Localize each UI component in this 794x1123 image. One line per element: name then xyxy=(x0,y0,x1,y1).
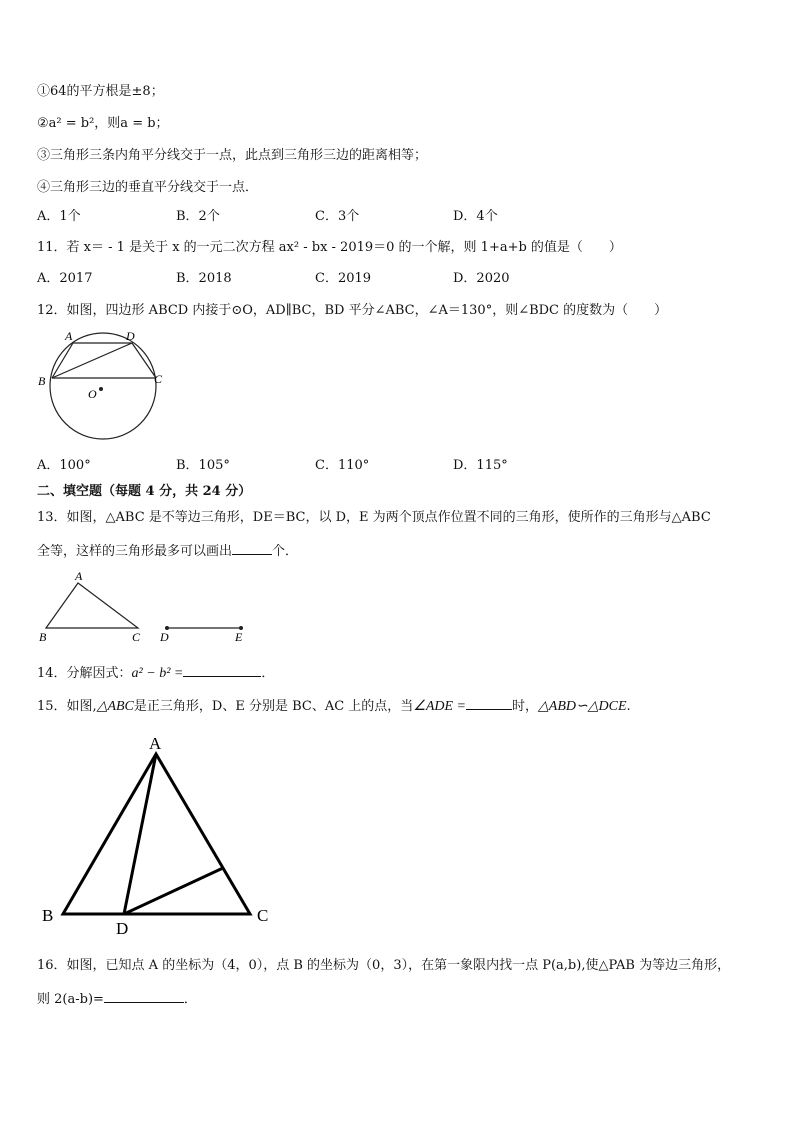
q15-mid: 是正三角形，D、E 分别是 BC、AC 上的点，当 xyxy=(133,699,414,714)
center-dot xyxy=(99,387,103,391)
q15-sim: △ABD∽△DCE xyxy=(538,699,627,714)
q11-option-b: B．2018 xyxy=(176,271,232,286)
q16-line1: 16．如图，已知点 A 的坐标为（4，0），点 B 的坐标为（0，3），在第一象限内找一点 P(a,b),使△PAB 为等边三角形， xyxy=(37,958,731,973)
q15-line xyxy=(37,697,631,715)
label-c: C xyxy=(154,372,163,386)
circle-o xyxy=(50,333,156,439)
q16-line2-pre: 则 2(a-b)= xyxy=(37,992,104,1007)
label-d: D xyxy=(116,919,129,938)
label-o: O xyxy=(88,387,97,401)
segment-de xyxy=(124,868,223,914)
label-b: B xyxy=(38,374,46,388)
q10-option-d: D．4个 xyxy=(453,209,498,224)
q11-option-a: A．2017 xyxy=(37,271,93,286)
label-a: A xyxy=(75,569,83,583)
q10-option-a: A．1个 xyxy=(37,209,81,224)
q11-option-d: D．2020 xyxy=(453,271,510,286)
section-heading: 二、填空题（每题 4 分，共 24 分） xyxy=(37,484,252,499)
q13-line2-pre: 全等，这样的三角形最多可以画出 xyxy=(37,544,233,559)
q11-option-c: C．2019 xyxy=(315,271,372,286)
q15-end: . xyxy=(626,699,631,714)
label-b: B xyxy=(39,630,47,644)
q16-line2 xyxy=(37,990,197,1008)
q14-expr: a² − b² = xyxy=(131,666,184,681)
q16-blank xyxy=(104,990,184,1003)
q12-option-a: A．100° xyxy=(37,458,91,473)
q13-figure xyxy=(36,568,256,646)
q13-line1: 13．如图，△ABC 是不等边三角形，DE＝BC，以 D，E 为两个顶点作位置不同的三角形，使所作的三角形与△ABC xyxy=(37,510,711,525)
segment-ad xyxy=(124,754,156,914)
q15-tri: △ABC xyxy=(96,699,134,714)
statement-3: ③三角形三条内角平分线交于一点，此点到三角形三边的距离相等； xyxy=(37,148,428,163)
q12-option-d: D．115° xyxy=(453,458,508,473)
q15-pre: 15．如图, xyxy=(37,699,97,714)
q12-stem: 12．如图，四边形 ABCD 内接于⊙O，AD∥BC，BD 平分∠ABC，∠A＝130°，则∠BDC 的度数为（ ） xyxy=(37,303,668,318)
q10-option-b: B．2个 xyxy=(176,209,220,224)
statement-4: ④三角形三边的垂直平分线交于一点． xyxy=(37,180,259,195)
label-e: E xyxy=(235,630,243,644)
q12-option-c: C．110° xyxy=(315,458,370,473)
label-a: A xyxy=(65,329,73,343)
q13-line2-post: 个． xyxy=(272,544,299,559)
label-d: D xyxy=(160,630,169,644)
q15-angle: ∠ADE = xyxy=(413,699,467,714)
label-d: D xyxy=(126,329,135,343)
q13-line2 xyxy=(37,542,298,560)
label-c: C xyxy=(132,630,141,644)
diagonal-bd xyxy=(52,343,132,378)
q12-option-b: B．105° xyxy=(176,458,230,473)
label-c: C xyxy=(257,906,269,925)
q10-option-c: C．3个 xyxy=(315,209,360,224)
triangle-abc xyxy=(46,583,138,628)
label-b: B xyxy=(42,906,54,925)
q16-line2-post: ． xyxy=(183,992,197,1007)
triangle-abc xyxy=(63,754,250,914)
statement-1: ①64的平方根是±8； xyxy=(37,84,164,99)
q14-blank xyxy=(183,664,261,677)
q15-post: 时， xyxy=(512,699,539,714)
q12-circle-figure xyxy=(34,326,174,446)
q15-figure xyxy=(36,730,286,940)
q11-stem: 11．若 x＝ - 1 是关于 x 的一元二次方程 ax² - bx - 2019＝0 的一个解，则 1+a+b 的值是（ ） xyxy=(37,240,622,255)
q14-post: ． xyxy=(261,666,275,681)
q13-blank xyxy=(232,542,272,555)
label-a: A xyxy=(149,734,162,753)
q15-blank xyxy=(466,697,512,710)
q14-pre: 14．分解因式： xyxy=(37,666,132,681)
q14-line xyxy=(37,664,274,682)
statement-2: ②a² = b²，则a = b； xyxy=(37,116,169,131)
